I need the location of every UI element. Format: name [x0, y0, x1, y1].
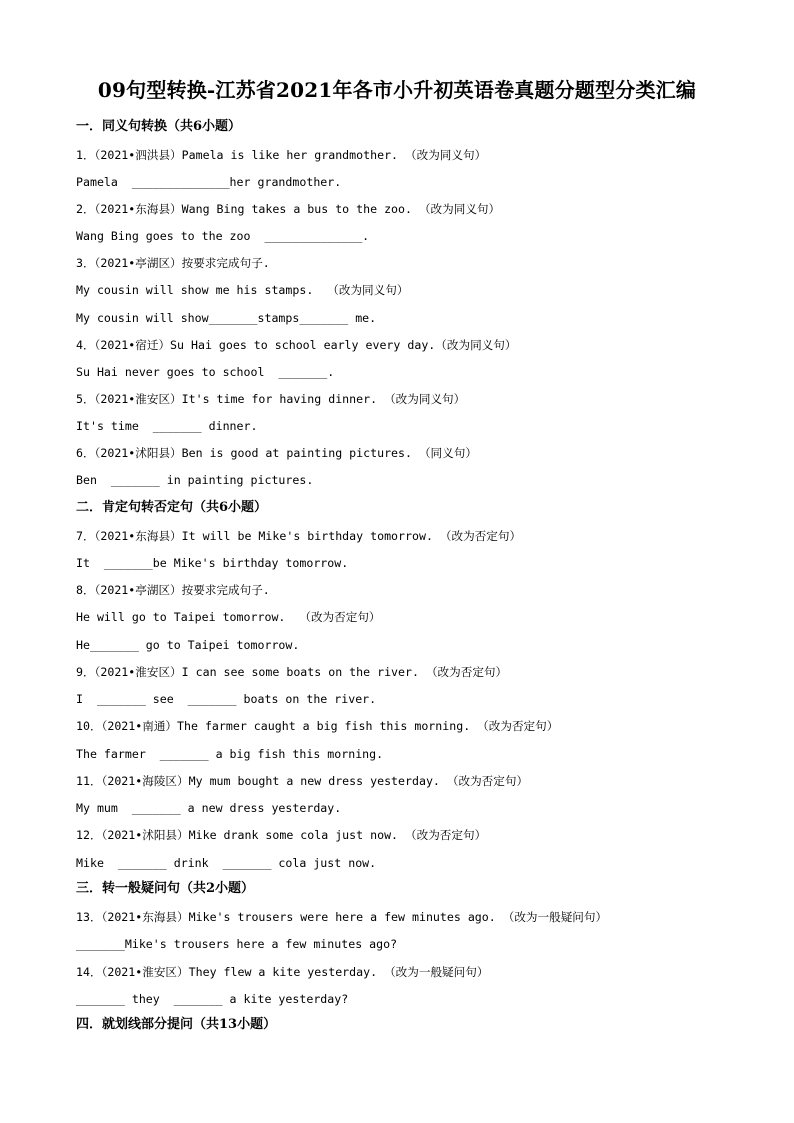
question-prompt: 8．（2021•亭湖区）按要求完成句子. [76, 583, 270, 597]
question-answer: Ben _______ in painting pictures. [76, 473, 314, 487]
question-prompt-sentence: He will go to Taipei tomorrow. （改为否定句） [76, 610, 381, 624]
question-answer: Su Hai never goes to school _______. [76, 365, 335, 379]
section-heading: 四．就划线部分提问（共13小题） [76, 1017, 277, 1032]
question-prompt: 2．（2021•东海县）Wang Bing takes a bus to the zoo. （改为同义句） [76, 202, 501, 216]
question-prompt: 12．（2021•沭阳县）Mike drank some cola just now. （改为否定句） [76, 828, 487, 842]
question-answer: Wang Bing goes to the zoo ______________. [76, 229, 370, 243]
question-prompt: 14．（2021•淮安区）They flew a kite yesterday. （改为一般疑问句） [76, 965, 489, 979]
question-prompt: 4．（2021•宿迁）Su Hai goes to school early every day.（改为同义句） [76, 338, 517, 352]
question-answer: It's time _______ dinner. [76, 419, 258, 433]
question-prompt: 7．（2021•东海县）It will be Mike's birthday tomorrow. （改为否定句） [76, 529, 522, 543]
question-prompt: 13．（2021•东海县）Mike's trousers were here a few minutes ago. （改为一般疑问句） [76, 910, 608, 924]
question-prompt: 1．（2021•泗洪县）Pamela is like her grandmother. （改为同义句） [76, 148, 487, 162]
question-answer: My cousin will show_______stamps_______ me. [76, 311, 377, 325]
section-heading: 三．转一般疑问句（共2小题） [76, 881, 255, 896]
question-answer: The farmer _______ a big fish this morning. [76, 747, 384, 761]
question-prompt: 9．（2021•淮安区）I can see some boats on the river. （改为否定句） [76, 665, 508, 679]
question-answer: _______Mike's trousers here a few minutes ago? [76, 937, 398, 951]
question-prompt: 10．（2021•南通）The farmer caught a big fish this morning. （改为否定句） [76, 719, 559, 733]
question-answer: _______ they _______ a kite yesterday? [76, 992, 349, 1006]
section-heading: 二．肯定句转否定句（共6小题） [76, 500, 268, 515]
question-answer: Mike _______ drink _______ cola just now. [76, 856, 377, 870]
question-answer: I _______ see _______ boats on the river. [76, 692, 377, 706]
question-prompt-sentence: My cousin will show me his stamps. （改为同义句） [76, 283, 409, 297]
question-answer: Pamela ______________her grandmother. [76, 175, 342, 189]
document-title: 09句型转换-江苏省2021年各市小升初英语卷真题分题型分类汇编 [97, 78, 697, 102]
question-answer: It _______be Mike's birthday tomorrow. [76, 556, 349, 570]
question-answer: My mum _______ a new dress yesterday. [76, 801, 342, 815]
section-heading: 一．同义句转换（共6小题） [76, 119, 242, 134]
question-prompt: 11．（2021•海陵区）My mum bought a new dress yesterday. （改为否定句） [76, 774, 529, 788]
question-prompt: 5．（2021•淮安区）It's time for having dinner. （改为同义句） [76, 392, 466, 406]
question-prompt: 6．（2021•沭阳县）Ben is good at painting pictures. （同义句） [76, 446, 477, 460]
question-prompt: 3．（2021•亭湖区）按要求完成句子. [76, 256, 270, 270]
question-answer: He_______ go to Taipei tomorrow. [76, 638, 300, 652]
